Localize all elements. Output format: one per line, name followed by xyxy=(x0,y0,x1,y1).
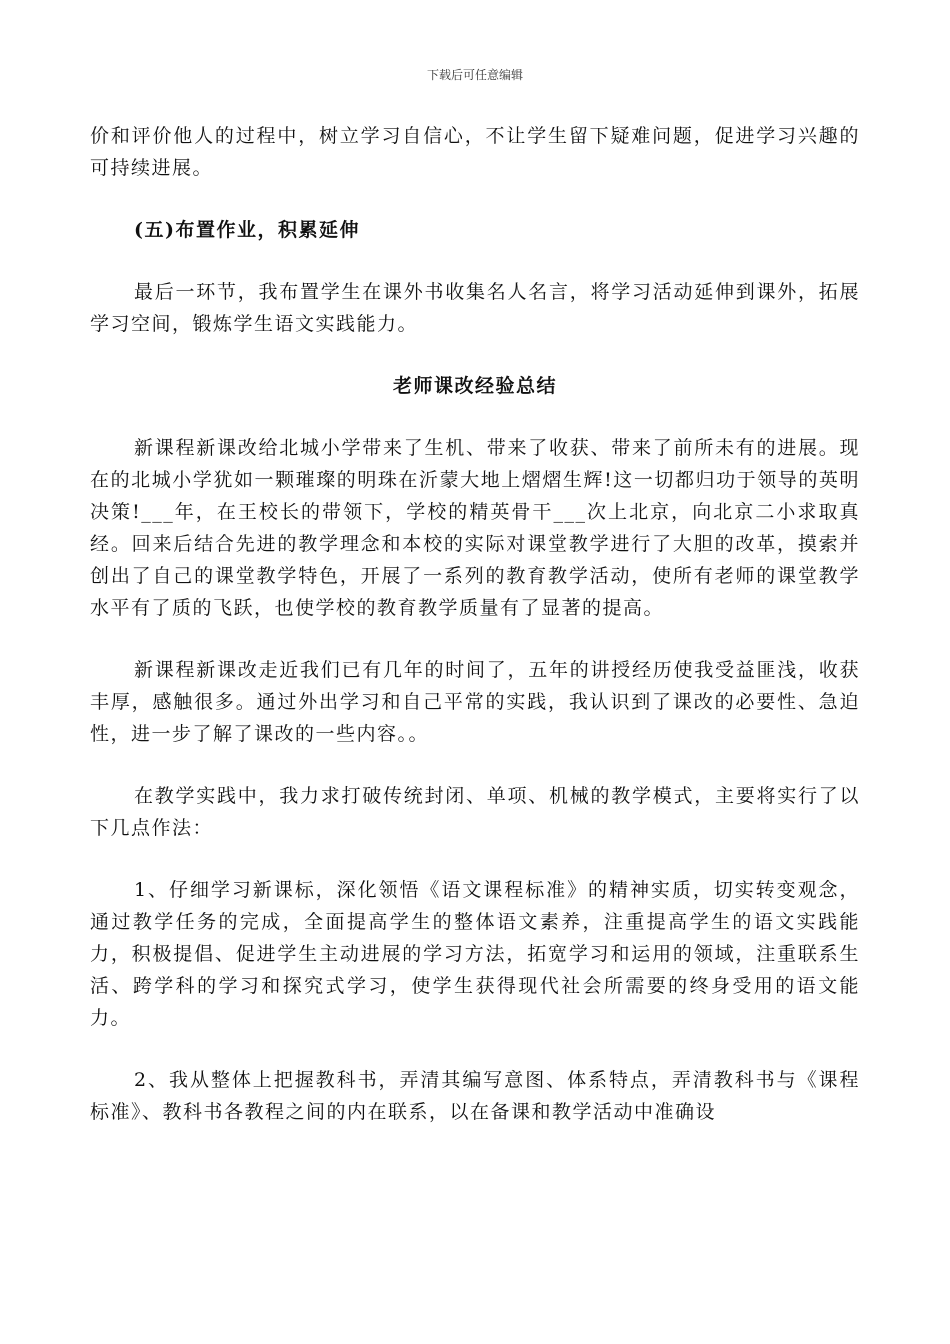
paragraph-continuation: 价和评价他人的过程中，树立学习自信心，不让学生留下疑难问题，促进学习兴趣的可持续进展。 xyxy=(90,125,860,179)
section-heading-assignment: (五)布置作业，积累延伸 xyxy=(134,219,360,241)
paragraph-point-1: 1、仔细学习新课标，深化领悟《语文课程标准》的精神实质，切实转变观念，通过教学任务的完成，全面提高学生的整体语文素养，注重提高学生的语文实践能力，积极提倡、促进学生主动进展的学习方法，拓宽学习和运用的领域，注重联系生活、跨学科的学习和探究式学习，使学生获得现代社会所需要的终身受用的语文能力。 xyxy=(90,879,860,1029)
paragraph-point-2: 2、我从整体上把握教科书，弄清其编写意图、体系特点，弄清教科书与《课程标准》、教科书各教程之间的内在联系，以在备课和教学活动中准确设 xyxy=(90,1069,860,1123)
paragraph-reform-intro: 新课程新课改给北城小学带来了生机、带来了收获、带来了前所未有的进展。现在的北城小学犹如一颗璀璨的明珠在沂蒙大地上熠熠生辉!这一切都归功于领导的英明决策!___年，在王校长的带领下，学校的精英骨干___次上北京，向北京二小求取真经。回来后结合先进的教学理念和本校的实际对课堂教学进行了大胆的改革，摸索并创出了自己的课堂教学特色，开展了一系列的教育教学活动，使所有老师的课堂教学水平有了质的飞跃，也使学校的教育教学质量有了显著的提高。 xyxy=(90,437,860,619)
paragraph-reform-experience: 新课程新课改走近我们已有几年的时间了，五年的讲授经历使我受益匪浅，收获丰厚，感触很多。通过外出学习和自己平常的实践，我认识到了课改的必要性、急迫性，进一步了解了课改的一些内容。。 xyxy=(90,659,860,745)
paragraph-assignment: 最后一环节，我布置学生在课外书收集名人名言，将学习活动延伸到课外，拓展学习空间，锻炼学生语文实践能力。 xyxy=(90,281,860,335)
document-body xyxy=(90,120,860,1158)
document-title: 老师课改经验总结 xyxy=(392,375,557,397)
page-header: 下载后可任意编辑 xyxy=(426,68,523,82)
paragraph-teaching-practice: 在教学实践中，我力求打破传统封闭、单项、机械的教学模式，主要将实行了以下几点作法： xyxy=(90,785,860,839)
